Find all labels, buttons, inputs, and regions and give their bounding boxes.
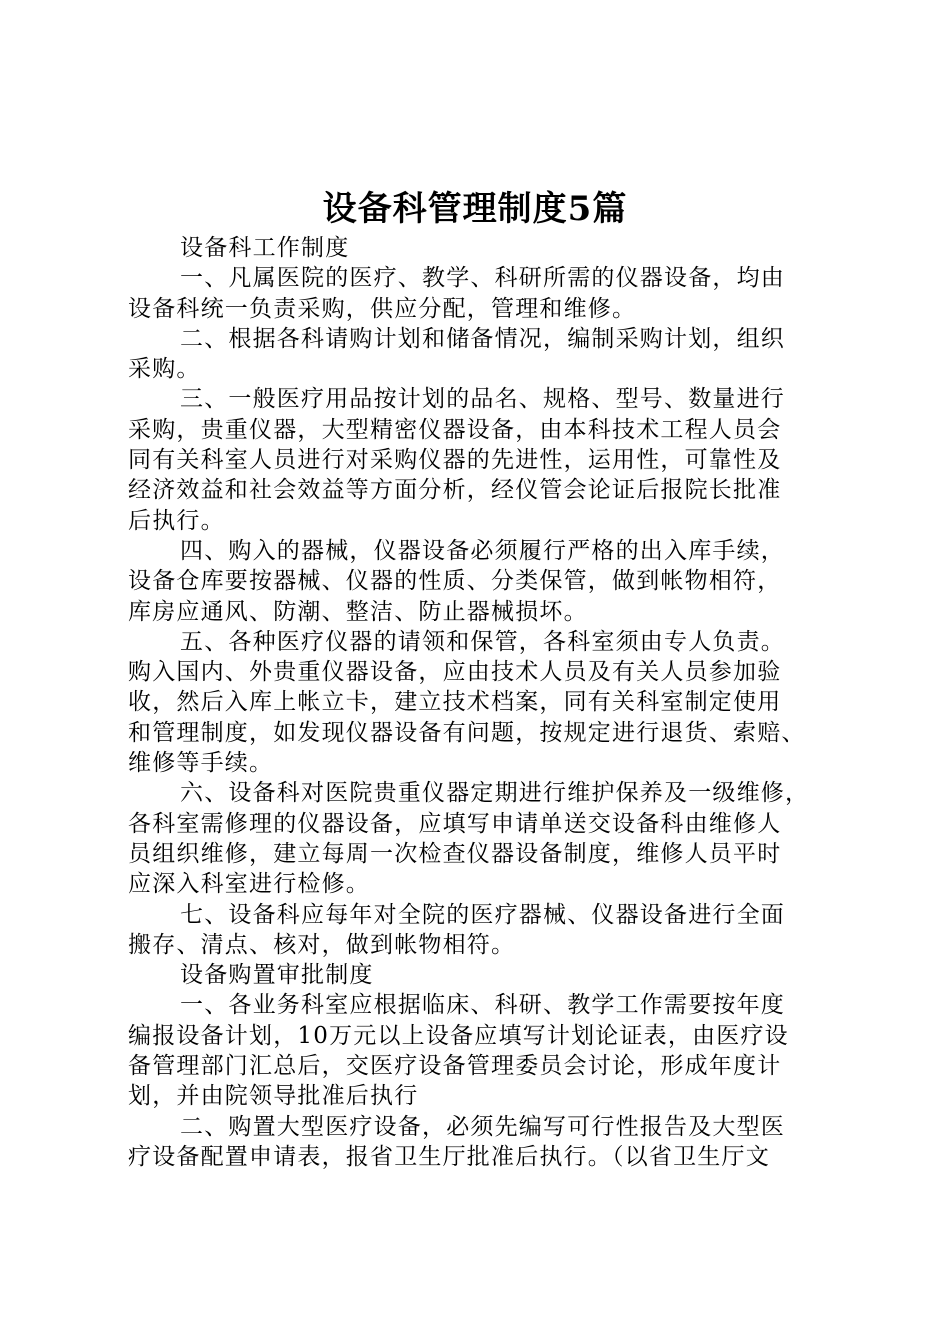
text-line: 各科室需修理的仪器设备，应填写申请单送交设备科由维修人	[128, 810, 782, 837]
text-line: 设备科统一负责采购，供应分配，管理和维修。	[128, 295, 637, 322]
text-line: 编报设备计划，10万元以上设备应填写计划论证表，由医疗设	[128, 1022, 789, 1049]
text-line: 二、根据各科请购计划和储备情况，编制采购计划，组织	[180, 325, 785, 352]
text-line: 采购，贵重仪器，大型精密仪器设备，由本科技术工程人员会	[128, 416, 782, 443]
text-line: 三、一般医疗用品按计划的品名、规格、型号、数量进行	[180, 386, 785, 413]
text-line: 设备科工作制度	[180, 235, 350, 261]
text-line: 五、各种医疗仪器的请领和保管，各科室须由专人负责。	[180, 628, 785, 655]
text-line: 维修等手续。	[128, 750, 274, 777]
text-line: 一、各业务科室应根据临床、科研、教学工作需要按年度	[180, 992, 785, 1019]
text-line: 设备购置审批制度	[180, 962, 374, 989]
text-line: 采购。	[128, 356, 201, 383]
text-line: 六、设备科对医院贵重仪器定期进行维护保养及一级维修，	[180, 780, 810, 807]
text-line: 同有关科室人员进行对采购仪器的先进性，运用性，可靠性及	[128, 447, 782, 474]
text-line: 四、购入的器械，仪器设备必须履行严格的出入库手续，	[180, 537, 785, 564]
text-line: 搬存、清点、核对，做到帐物相符。	[128, 931, 516, 958]
text-line: 七、设备科应每年对全院的医疗器械、仪器设备进行全面	[180, 901, 785, 928]
text-line: 后执行。	[128, 507, 225, 534]
document-title: 设备科管理制度5篇	[322, 189, 628, 229]
text-line: 和管理制度，如发现仪器设备有问题，按规定进行退货、索赔、	[128, 719, 806, 746]
document-body	[128, 233, 834, 1172]
text-line: 员组织维修，建立每周一次检查仪器设备制度，维修人员平时	[128, 840, 782, 867]
text-line: 疗设备配置申请表，报省卫生厅批准后执行。（以省卫生厅文	[128, 1143, 770, 1170]
text-line: 备管理部门汇总后，交医疗设备管理委员会讨论，形成年度计	[128, 1053, 782, 1080]
text-line: 收，然后入库上帐立卡，建立技术档案，同有关科室制定使用	[128, 689, 782, 716]
text-line: 设备仓库要按器械、仪器的性质、分类保管，做到帐物相符，	[128, 568, 782, 595]
text-line: 经济效益和社会效益等方面分析，经仪管会论证后报院长批准	[128, 477, 782, 504]
text-line: 购入国内、外贵重仪器设备，应由技术人员及有关人员参加验	[128, 659, 782, 686]
text-line: 应深入科室进行检修。	[128, 871, 370, 898]
text-line: 二、购置大型医疗设备，必须先编写可行性报告及大型医	[180, 1113, 785, 1140]
text-line: 划，并由院领导批准后执行	[128, 1083, 419, 1110]
text-line: 库房应通风、防潮、整洁、防止器械损坏。	[128, 598, 588, 625]
text-line: 一、凡属医院的医疗、教学、科研所需的仪器设备，均由	[180, 265, 785, 292]
